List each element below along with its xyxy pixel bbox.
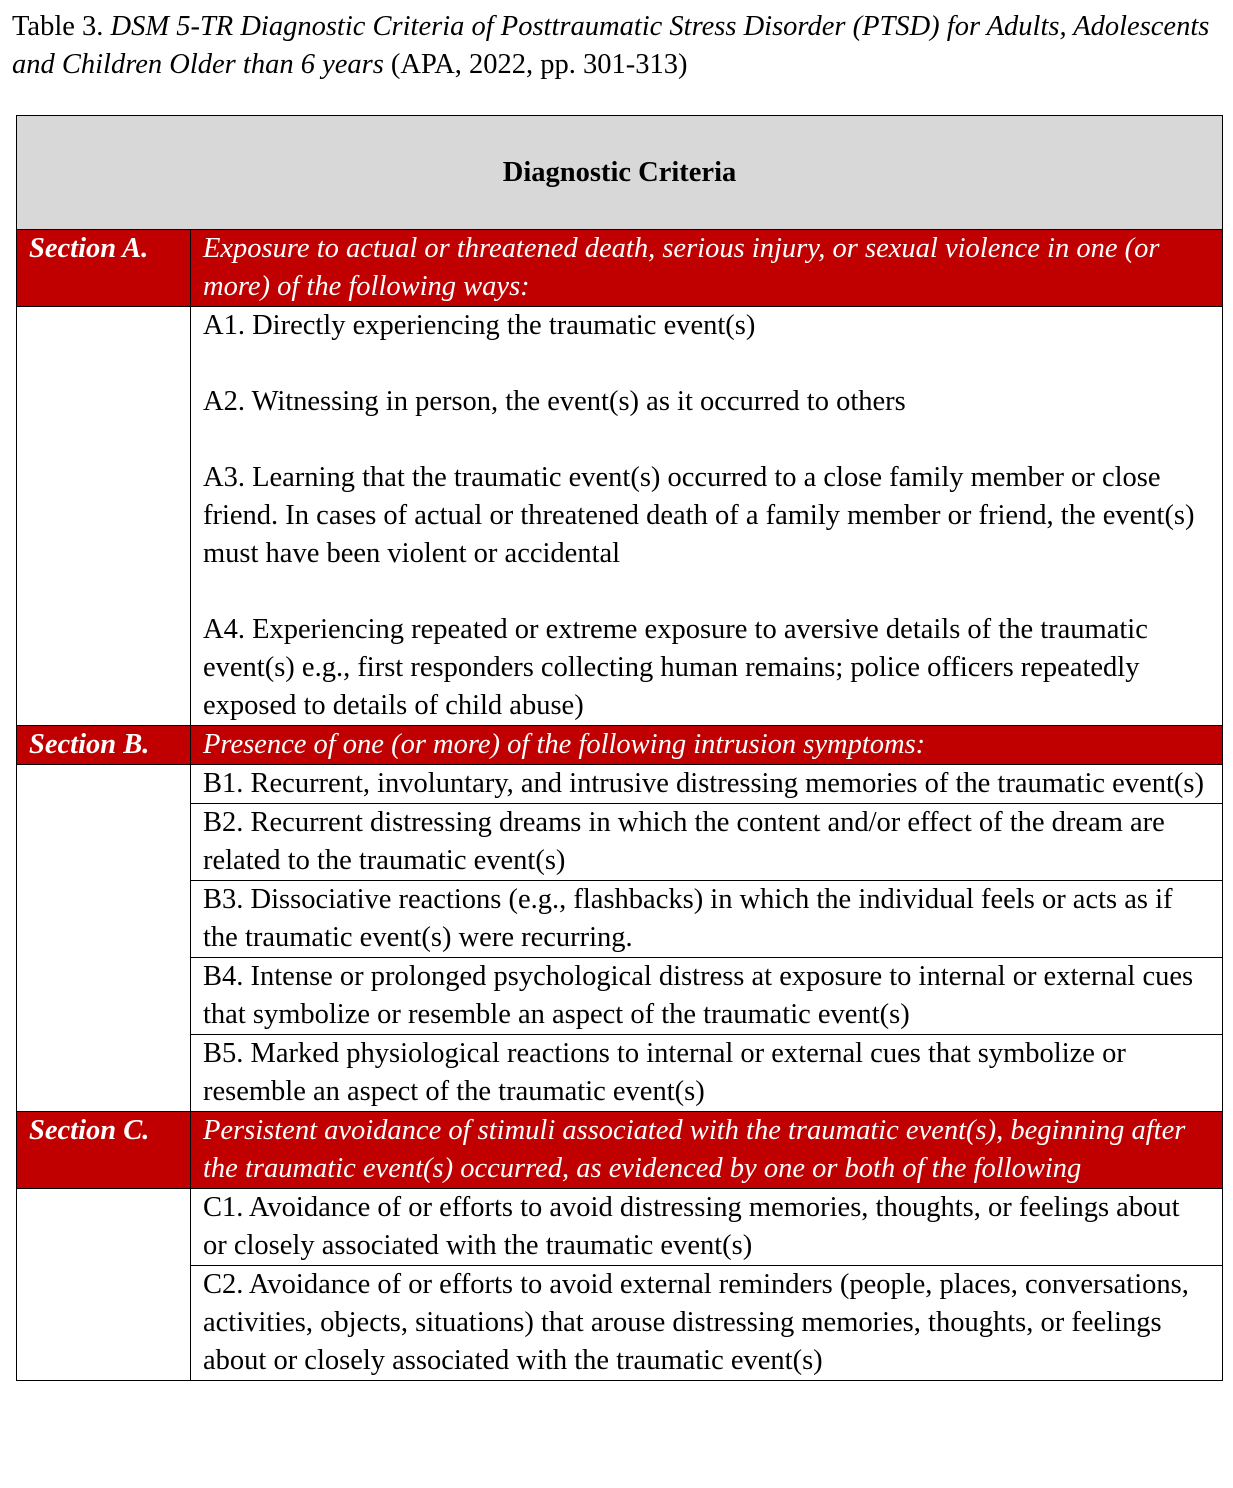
criterion-a3: A3. Learning that the traumatic event(s) occurred to a close family member or close friend. In cases of actual or threatened death of a family member or friend, the event(s) must have been violent or accidental bbox=[203, 462, 1195, 569]
criterion-b4: B4. Intense or prolonged psychological distress at exposure to internal or external cues that symbolize or resemble an aspect of the traumatic event(s) bbox=[191, 958, 1223, 1035]
section-c-row bbox=[17, 1112, 1223, 1189]
table-header-row bbox=[17, 116, 1223, 230]
table-row bbox=[17, 1035, 1223, 1112]
criterion-a2: A2. Witnessing in person, the event(s) as it occurred to others bbox=[203, 386, 906, 417]
table-row bbox=[17, 958, 1223, 1035]
section-a-label: Section A. bbox=[17, 230, 191, 307]
section-b-description: Presence of one (or more) of the following intrusion symptoms: bbox=[191, 726, 1223, 765]
criterion-b5: B5. Marked physiological reactions to internal or external cues that symbolize or resemble an aspect of the traumatic event(s) bbox=[191, 1035, 1223, 1112]
section-b-label: Section B. bbox=[17, 726, 191, 765]
criterion-c2: C2. Avoidance of or efforts to avoid external reminders (people, places, conversations, activities, objects, situations) that arouse distressing memories, thoughts, or feelings about or closely associated with the traumatic event(s) bbox=[191, 1266, 1223, 1381]
section-c-description: Persistent avoidance of stimuli associated with the traumatic event(s), beginning after the traumatic event(s) occurred, as evidenced by one or both of the following bbox=[191, 1112, 1223, 1189]
section-a-items-cell bbox=[191, 307, 1223, 726]
section-b-row bbox=[17, 726, 1223, 765]
criterion-c1: C1. Avoidance of or efforts to avoid distressing memories, thoughts, or feelings about or closely associated with the traumatic event(s) bbox=[191, 1189, 1223, 1266]
criteria-table bbox=[16, 115, 1223, 1381]
caption-citation: (APA, 2022, pp. 301-313) bbox=[383, 49, 688, 80]
table-row bbox=[17, 1266, 1223, 1381]
criterion-a1: A1. Directly experiencing the traumatic event(s) bbox=[203, 310, 756, 341]
section-b-blank-cell bbox=[17, 765, 191, 1112]
table-row bbox=[17, 765, 1223, 804]
criterion-a4: A4. Experiencing repeated or extreme exposure to aversive details of the traumatic event(s) e.g., first responders collecting human remains; police officers repeatedly exposed to details of child abuse) bbox=[203, 614, 1148, 721]
criterion-b3: B3. Dissociative reactions (e.g., flashbacks) in which the individual feels or acts as if the traumatic event(s) were recurring. bbox=[191, 881, 1223, 958]
criterion-b2: B2. Recurrent distressing dreams in which the content and/or effect of the dream are related to the traumatic event(s) bbox=[191, 804, 1223, 881]
section-a-items-row bbox=[17, 307, 1223, 726]
table-row bbox=[17, 881, 1223, 958]
section-c-blank-cell bbox=[17, 1189, 191, 1381]
section-a-row bbox=[17, 230, 1223, 307]
caption-title: DSM 5-TR Diagnostic Criteria of Posttraumatic Stress Disorder (PTSD) for Adults, Adolescents and Children Older than 6 years bbox=[12, 11, 1210, 80]
table-row bbox=[17, 804, 1223, 881]
criterion-b1: B1. Recurrent, involuntary, and intrusive distressing memories of the traumatic event(s) bbox=[191, 765, 1223, 804]
table-row bbox=[17, 1189, 1223, 1266]
table-caption bbox=[12, 8, 1222, 84]
section-a-blank-cell bbox=[17, 307, 191, 726]
caption-prefix: Table 3. bbox=[12, 11, 111, 42]
section-c-label: Section C. bbox=[17, 1112, 191, 1189]
table-header: Diagnostic Criteria bbox=[17, 116, 1223, 230]
section-a-description: Exposure to actual or threatened death, serious injury, or sexual violence in one (or more) of the following ways: bbox=[191, 230, 1223, 307]
